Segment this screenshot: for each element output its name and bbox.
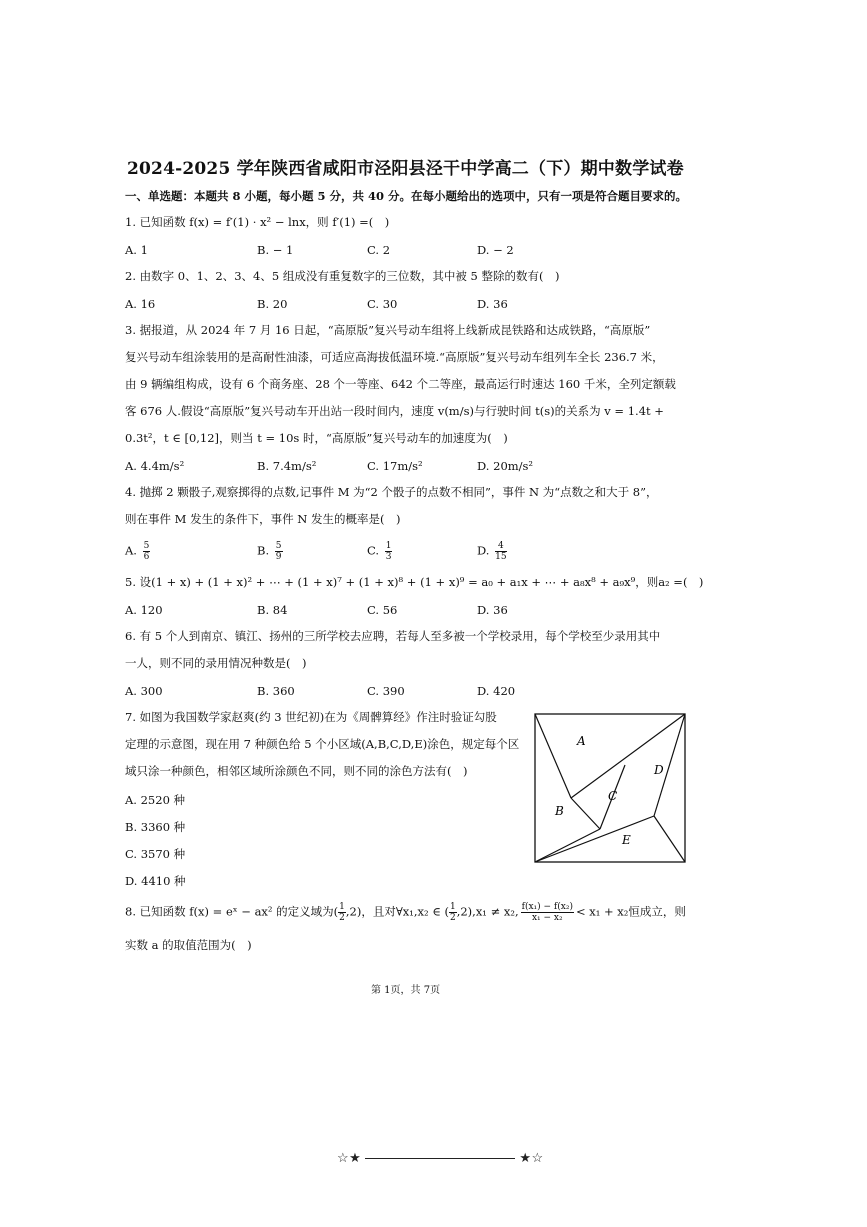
diagram-label-a: A: [577, 734, 586, 748]
question-6-line-1: 6. 有 5 个人到南京、镇江、扬州的三所学校去应聘，若每人至多被一个学校录用，每个学校至少录用其中: [125, 629, 661, 643]
q6-option-d: D. 420: [477, 684, 516, 698]
diagram-line: [571, 714, 685, 798]
question-8-line-1: 8. 已知函数 f(x) = eˣ − ax² 的定义域为( $\frac{1}{2}$ ,2)，且对∀x₁,x₂ ∈ ( $\frac{1}{2}$ ,2),x₁ ≠ x₂, $\frac{\text{f(x₁) − f(x₂)}}{\text{x₁ − x₂}}$ < x₁ + x₂恒成立，则: [125, 902, 686, 923]
diagram-label-e: E: [622, 833, 631, 847]
question-7-line-2: 定理的示意图，现在用 7 种颜色给 5 个小区域(A,B,C,D,E)涂色，规定每个区: [125, 737, 520, 751]
question-7-line-3: 域只涂一种颜色，相邻区域所涂颜色不同，则不同的涂色方法有( ): [125, 764, 468, 778]
question-3-line-2: 复兴号动车组涂装用的是高耐性油漆，可适应高海拔低温环境.“高原版”复兴号动车组列车全长 236.7 米，: [125, 350, 664, 364]
question-6-line-2: 一人，则不同的录用情况种数是( ): [125, 656, 307, 670]
question-8-line-2: 实数 a 的取值范围为( ): [125, 938, 252, 952]
q5-option-c: C. 56: [367, 603, 398, 617]
q7-option-b: B. 3360 种: [125, 820, 186, 834]
q7-option-c: C. 3570 种: [125, 847, 186, 861]
q6-option-c: C. 390: [367, 684, 405, 698]
q7-option-d: D. 4410 种: [125, 874, 186, 888]
q1-option-b: B. − 1: [257, 243, 294, 257]
question-3-line-1: 3. 据报道，从 2024 年 7 月 16 日起，“高原版”复兴号动车组将上线新成昆铁路和达成铁路，“高原版”: [125, 323, 651, 337]
question-4-line-1: 4. 抛掷 2 颗骰子,观察掷得的点数,记事件 M 为“2 个骰子的点数不相同”，事件 N 为“点数之和大于 8”，: [125, 485, 658, 499]
pythagoras-diagram: [534, 713, 686, 863]
star-icon: ★☆: [519, 1151, 544, 1166]
question-3-line-3: 由 9 辆编组构成，设有 6 个商务座、28 个一等座、642 个二等座，最高运行时速达 160 千米，全列定额载: [125, 377, 676, 391]
page-title: 2024-2025 学年陕西省咸阳市泾阳县泾干中学高二（下）期中数学试卷: [127, 159, 684, 179]
q2-option-c: C. 30: [367, 297, 398, 311]
q5-option-d: D. 36: [477, 603, 508, 617]
q3-option-a: A. 4.4m/s²: [125, 459, 185, 473]
question-7-line-1: 7. 如图为我国数学家赵爽(约 3 世纪初)在为《周髀算经》作注时验证勾股: [125, 710, 497, 724]
decorative-divider: [337, 1151, 544, 1166]
q4-option-b: B. $\frac{5}{9}$: [257, 541, 282, 562]
q3-option-d: D. 20m/s²: [477, 459, 534, 473]
q2-option-a: A. 16: [125, 297, 156, 311]
page-footer: 第 1页，共 7页: [371, 985, 441, 996]
q1-option-d: D. − 2: [477, 243, 514, 257]
diagram-line: [654, 816, 685, 862]
question-3-line-4: 客 676 人.假设“高原版”复兴号动车开出站一段时间内，速度 v(m/s)与行驶时间 t(s)的关系为 v = 1.4t +: [125, 404, 664, 418]
diagram-label-d: D: [654, 763, 664, 777]
diagram-line: [571, 798, 600, 829]
question-4-line-2: 则在事件 M 发生的条件下，事件 N 发生的概率是( ): [125, 512, 401, 526]
q2-option-d: D. 36: [477, 297, 508, 311]
q2-option-b: B. 20: [257, 297, 288, 311]
question-5: 5. 设(1 + x) + (1 + x)² + ⋯ + (1 + x)⁷ + (1 + x)⁸ + (1 + x)⁹ = a₀ + a₁x + ⋯ + a₈x⁸ + a₉x⁹，则a₂ =( ): [125, 575, 704, 589]
q1-option-c: C. 2: [367, 243, 391, 257]
question-2: 2. 由数字 0、1、2、3、4、5 组成没有重复数字的三位数，其中被 5 整除的数有( ): [125, 269, 560, 283]
q5-option-b: B. 84: [257, 603, 288, 617]
section-heading: 一、单选题：本题共 8 小题，每小题 5 分，共 40 分。在每小题给出的选项中，只有一项是符合题目要求的。: [125, 189, 688, 203]
q1-option-a: A. 1: [125, 243, 148, 257]
question-1: 1. 已知函数 f(x) = f′(1) · x² − lnx，则 f′(1) =( ): [125, 215, 390, 229]
q6-option-b: B. 360: [257, 684, 295, 698]
q3-option-c: C. 17m/s²: [367, 459, 423, 473]
q6-option-a: A. 300: [125, 684, 163, 698]
q7-option-a: A. 2520 种: [125, 793, 186, 807]
diagram-label-b: B: [555, 804, 564, 818]
diagram-line: [535, 714, 571, 798]
q3-option-b: B. 7.4m/s²: [257, 459, 317, 473]
q4-option-a: A. $\frac{5}{6}$: [125, 541, 150, 562]
diagram-label-c: C: [608, 789, 618, 803]
q4-option-c: C. $\frac{1}{3}$: [367, 541, 392, 562]
q4-option-d: D. $\frac{4}{15}$: [477, 541, 507, 562]
question-3-line-5: 0.3t²，t ∈ [0,12]，则当 t = 10s 时，“高原版”复兴号动车的加速度为( ): [125, 431, 508, 445]
q5-option-a: A. 120: [125, 603, 163, 617]
diagram-line: [535, 829, 600, 862]
star-icon: ☆★: [337, 1151, 362, 1166]
